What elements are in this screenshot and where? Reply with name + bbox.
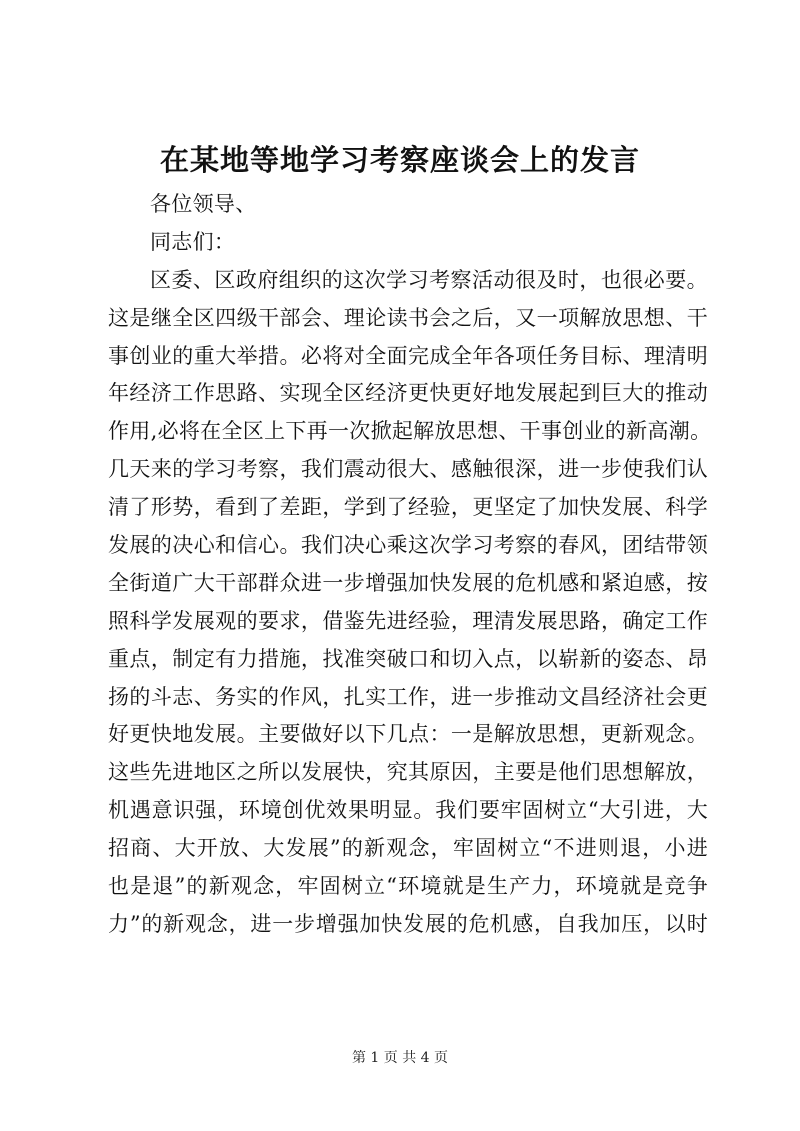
paragraph-line: 招商、大开放、大发展”的新观念，牢固树立“不进则退，小进 <box>108 836 708 861</box>
document-title: 在某地等地学习考察座谈会上的发言 <box>159 143 640 177</box>
paragraph-line: 全街道广大干部群众进一步增强加快发展的危机感和紧迫感，按 <box>108 570 708 595</box>
paragraph-line: 重点，制定有力措施，找准突破口和切入点，以崭新的姿态、昂 <box>108 646 708 671</box>
paragraph-line: 区委、区政府组织的这次学习考察活动很及时，也很必要。 <box>150 267 708 292</box>
paragraph-line: 事创业的重大举措。必将对全面完成全年各项任务目标、理清明 <box>108 343 708 368</box>
document-body <box>108 186 712 944</box>
salutation-line: 同志们： <box>150 229 236 254</box>
paragraph-line: 照科学发展观的要求，借鉴先进经验，理清发展思路，确定工作 <box>108 608 708 633</box>
paragraph-line: 清了形势，看到了差距，学到了经验，更坚定了加快发展、科学 <box>108 495 708 520</box>
paragraph-line: 这些先进地区之所以发展快，究其原因，主要是他们思想解放， <box>108 760 708 785</box>
paragraph-line: 机遇意识强，环境创优效果明显。我们要牢固树立“大引进，大 <box>108 798 708 823</box>
paragraph-line: 也是退”的新观念，牢固树立“环境就是生产力，环境就是竞争 <box>108 874 708 899</box>
paragraph-line: 这是继全区四级干部会、理论读书会之后，又一项解放思想、干 <box>108 305 708 330</box>
paragraph-line: 年经济工作思路、实现全区经济更快更好地发展起到巨大的推动 <box>108 381 708 406</box>
paragraph-line: 发展的决心和信心。我们决心乘这次学习考察的春风，团结带领 <box>108 533 708 558</box>
paragraph-line: 力”的新观念，进一步增强加快发展的危机感，自我加压，以时 <box>108 911 708 936</box>
paragraph-line: 扬的斗志、务实的作风，扎实工作，进一步推动文昌经济社会更 <box>108 684 708 709</box>
page-number: 第 1 页 共 4 页 <box>351 1050 449 1066</box>
paragraph-line: 作用,必将在全区上下再一次掀起解放思想、干事创业的新高潮。 <box>108 419 712 444</box>
salutation-line: 各位领导、 <box>150 192 257 216</box>
paragraph-line: 几天来的学习考察，我们震动很大、感触很深，进一步使我们认 <box>108 457 708 482</box>
paragraph-line: 好更快地发展。主要做好以下几点：一是解放思想，更新观念。 <box>108 722 708 747</box>
